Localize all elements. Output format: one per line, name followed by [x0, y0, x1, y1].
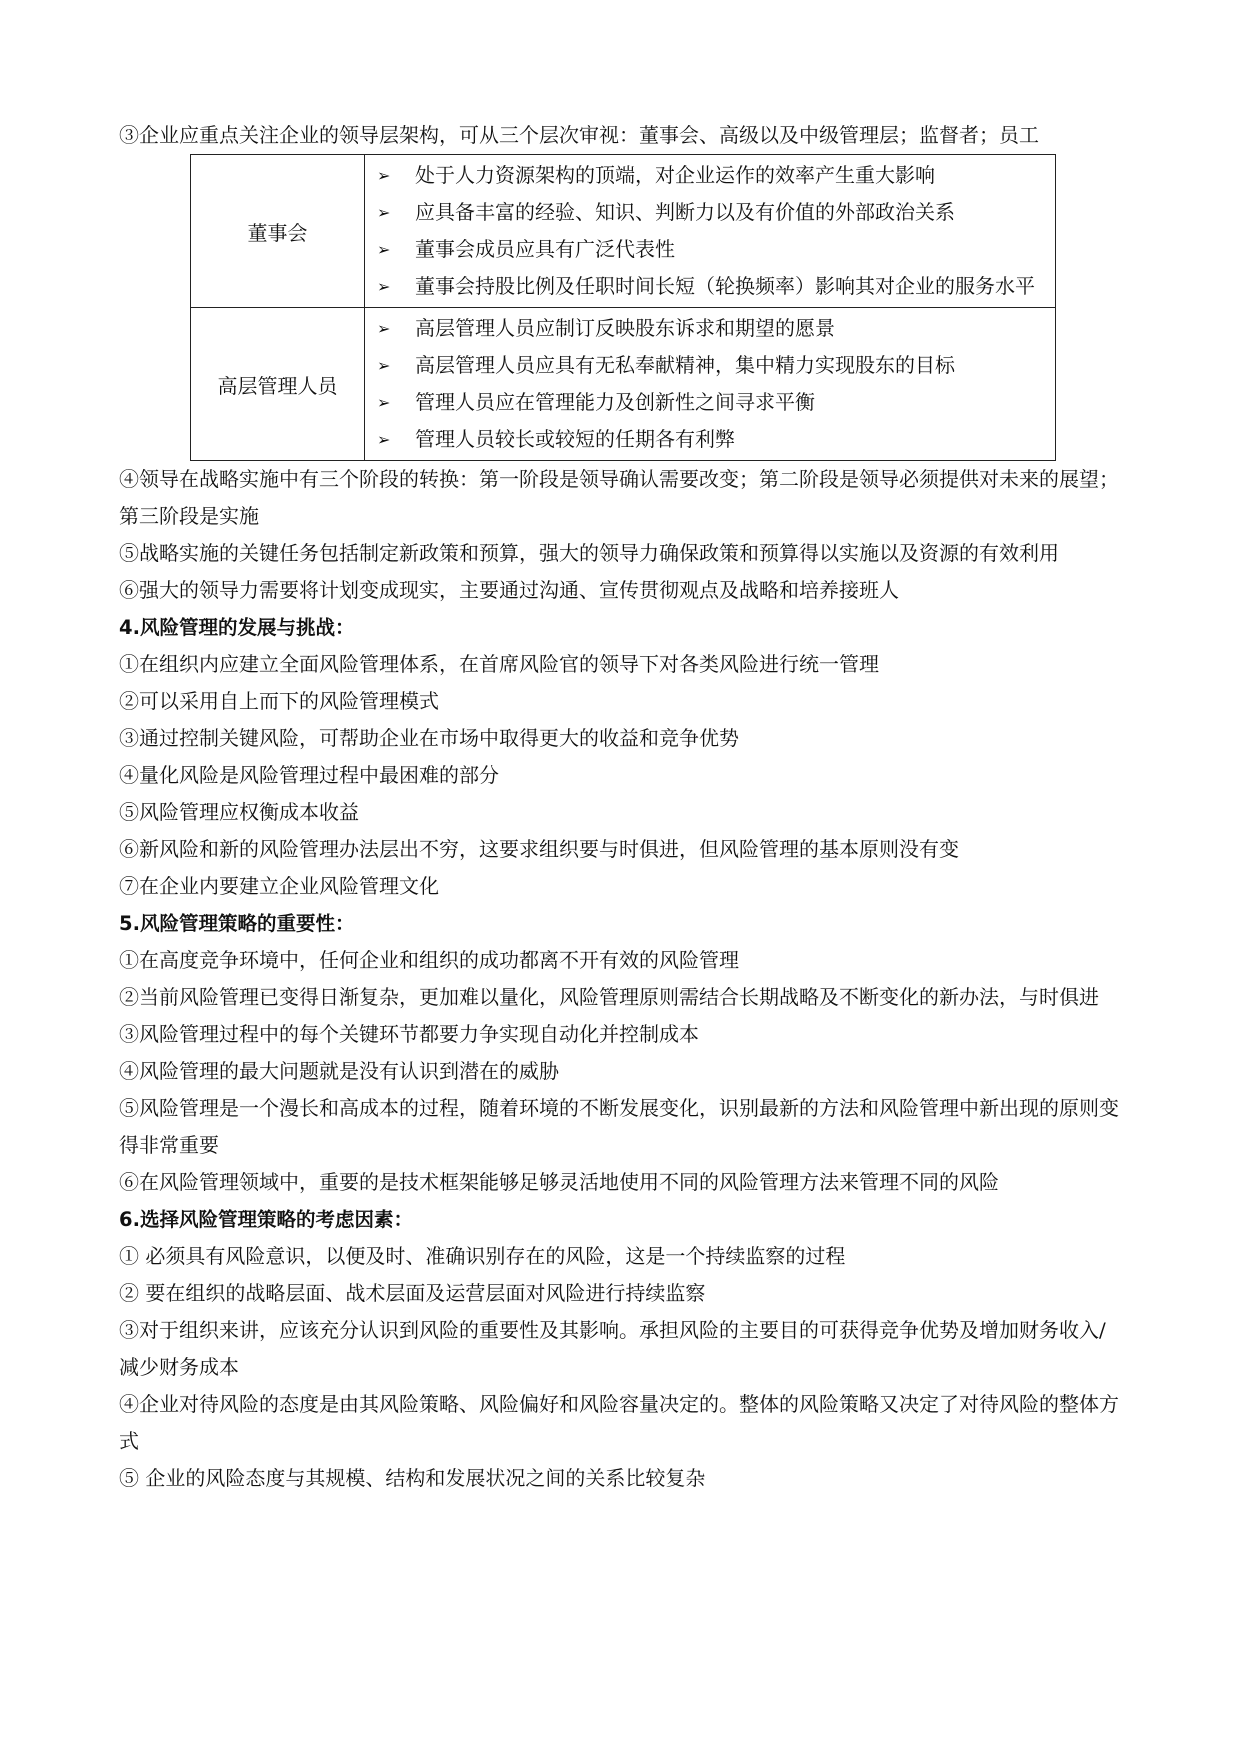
intro-paragraph: ③企业应重点关注企业的领导层架构，可从三个层次审视：董事会、高级以及中级管理层；监督者；员工 [119, 123, 1039, 147]
arrow-bullet-icon: ➢ [377, 203, 391, 222]
list-item: ➢ 管理人员应在管理能力及创新性之间寻求平衡 [377, 384, 1047, 421]
paragraph: ⑥在风险管理领域中，重要的是技术框架能够足够灵活地使用不同的风险管理方法来管理不同的风险 [119, 1170, 999, 1194]
list-item: ➢ 高层管理人员应具有无私奉献精神，集中精力实现股东的目标 [377, 347, 1047, 384]
section-heading: 4.风险管理的发展与挑战： [119, 616, 355, 639]
paragraph: ③通过控制关键风险，可帮助企业在市场中取得更大的收益和竞争优势 [119, 726, 739, 750]
paragraph: ⑥强大的领导力需要将计划变成现实，主要通过沟通、宣传贯彻观点及战略和培养接班人 [119, 578, 899, 602]
list-item: ➢ 处于人力资源架构的顶端，对企业运作的效率产生重大影响 [377, 157, 1047, 194]
arrow-bullet-icon: ➢ [377, 166, 391, 185]
paragraph: ③风险管理过程中的每个关键环节都要力争实现自动化并控制成本 [119, 1022, 699, 1046]
paragraph: ②可以采用自上而下的风险管理模式 [119, 689, 439, 713]
paragraph: ②当前风险管理已变得日渐复杂，更加难以量化，风险管理原则需结合长期战略及不断变化的新办法，与时俱进 [119, 985, 1099, 1009]
paragraph: ④企业对待风险的态度是由其风险策略、风险偏好和风险容量决定的。整体的风险策略又决定了对待风险的整体方式 [119, 1392, 1119, 1453]
arrow-bullet-icon: ➢ [377, 356, 391, 375]
paragraph: ④风险管理的最大问题就是没有认识到潜在的威胁 [119, 1059, 559, 1083]
table-row [191, 308, 1056, 461]
list-item: ➢ 管理人员较长或较短的任期各有利弊 [377, 421, 1047, 458]
arrow-bullet-icon: ➢ [377, 430, 391, 449]
section-heading: 6.选择风险管理策略的考虑因素： [119, 1208, 413, 1231]
paragraph: ⑤ 企业的风险态度与其规模、结构和发展状况之间的关系比较复杂 [119, 1466, 706, 1490]
paragraph: ② 要在组织的战略层面、战术层面及运营层面对风险进行持续监察 [119, 1281, 706, 1305]
paragraph: ⑤风险管理是一个漫长和高成本的过程，随着环境的不断发展变化，识别最新的方法和风险管理中新出现的原则变得非常重要 [119, 1096, 1119, 1157]
leadership-table [190, 154, 1056, 461]
arrow-bullet-icon: ➢ [377, 277, 391, 296]
list-item: ➢ 应具备丰富的经验、知识、判断力以及有价值的外部政治关系 [377, 194, 1047, 231]
paragraph: ⑤风险管理应权衡成本收益 [119, 800, 359, 824]
paragraph: ①在高度竞争环境中，任何企业和组织的成功都离不开有效的风险管理 [119, 948, 739, 972]
paragraph: ① 必须具有风险意识，以便及时、准确识别存在的风险，这是一个持续监察的过程 [119, 1244, 846, 1268]
arrow-bullet-icon: ➢ [377, 319, 391, 338]
arrow-bullet-icon: ➢ [377, 240, 391, 259]
paragraph: ④领导在战略实施中有三个阶段的转换：第一阶段是领导确认需要改变；第二阶段是领导必须提供对未来的展望；第三阶段是实施 [119, 467, 1119, 528]
paragraph: ⑤战略实施的关键任务包括制定新政策和预算，强大的领导力确保政策和预算得以实施以及资源的有效利用 [119, 541, 1059, 565]
paragraph: ①在组织内应建立全面风险管理体系，在首席风险官的领导下对各类风险进行统一管理 [119, 652, 879, 676]
document-page [119, 117, 1124, 1497]
role-cell: 高层管理人员 [191, 308, 365, 461]
section-heading: 5.风险管理策略的重要性： [119, 912, 355, 935]
points-cell [365, 308, 1056, 461]
paragraph: ⑦在企业内要建立企业风险管理文化 [119, 874, 439, 898]
arrow-bullet-icon: ➢ [377, 393, 391, 412]
paragraph: ⑥新风险和新的风险管理办法层出不穷，这要求组织要与时俱进，但风险管理的基本原则没有变 [119, 837, 959, 861]
paragraph: ③对于组织来讲，应该充分认识到风险的重要性及其影响。承担风险的主要目的可获得竞争优势及增加财务收入/减少财务成本 [119, 1318, 1106, 1379]
list-item: ➢ 董事会持股比例及任职时间长短（轮换频率）影响其对企业的服务水平 [377, 268, 1047, 305]
list-item: ➢ 高层管理人员应制订反映股东诉求和期望的愿景 [377, 310, 1047, 347]
points-cell [365, 155, 1056, 308]
list-item: ➢ 董事会成员应具有广泛代表性 [377, 231, 1047, 268]
role-cell: 董事会 [191, 155, 365, 308]
table-row [191, 155, 1056, 308]
paragraph: ④量化风险是风险管理过程中最困难的部分 [119, 763, 499, 787]
